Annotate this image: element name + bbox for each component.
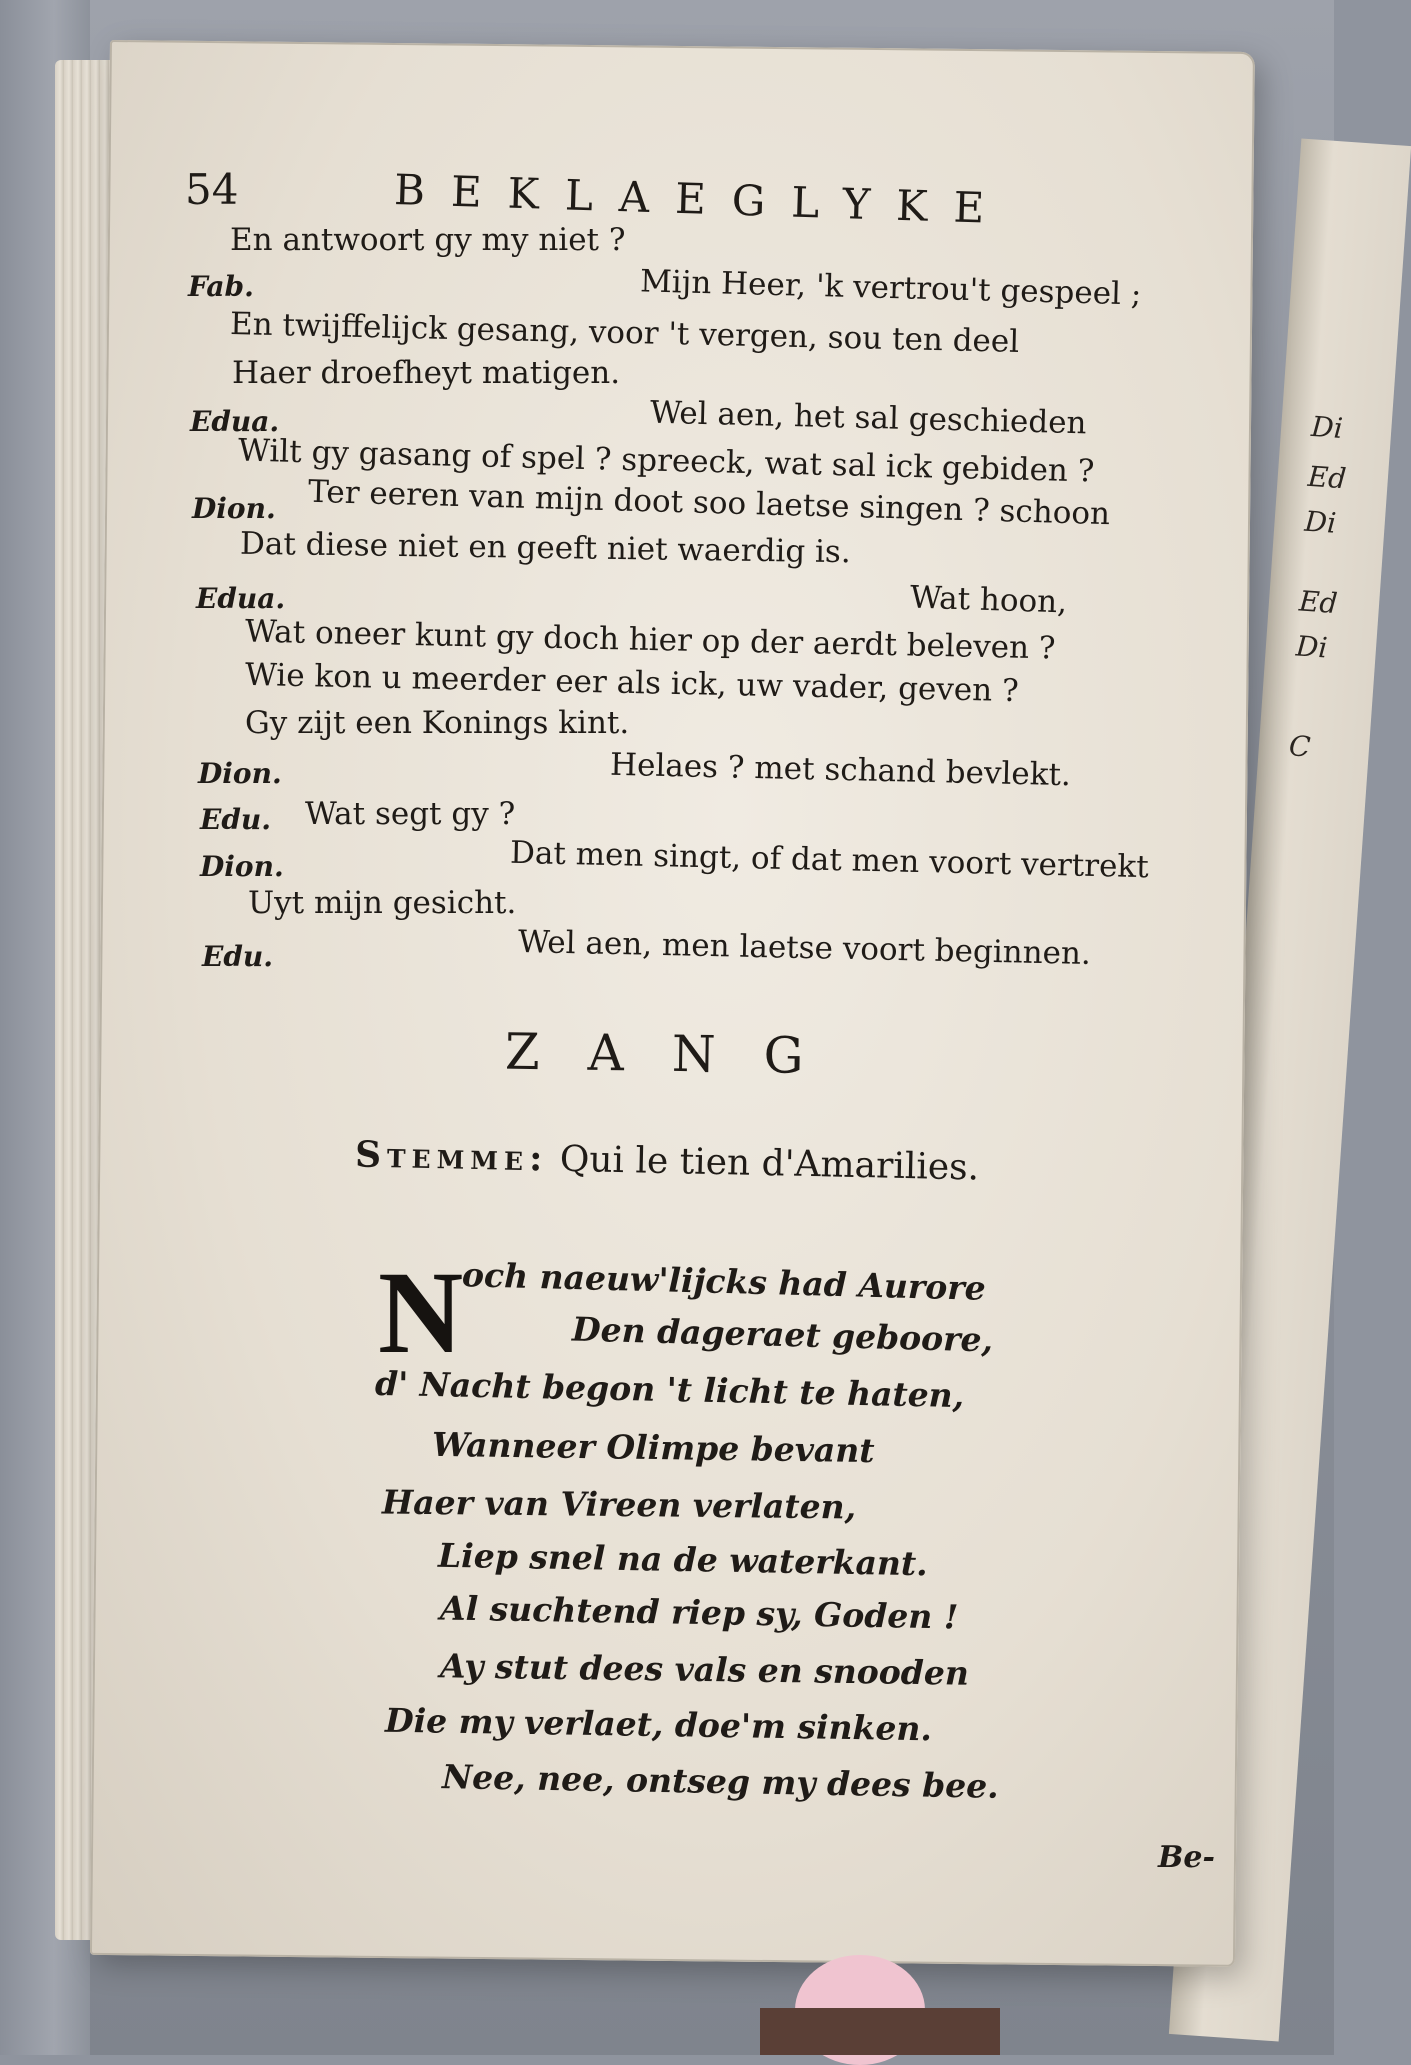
dialogue-line: Wilt gy gasang of spel ? spreeck, wat sal ick gebiden ?	[237, 432, 1095, 490]
facing-fragment: Di	[1294, 629, 1329, 665]
dialogue-line: Haer droefheyt matigen.	[232, 355, 621, 391]
speaker-label: Edua.	[196, 582, 286, 615]
speaker-label: Edua.	[190, 405, 280, 438]
page-number: 54	[185, 165, 239, 214]
running-title: BEKLAEGLYKE	[393, 165, 1012, 234]
dialogue-line: En twijffelijck gesang, voor 't vergen, sou ten deel	[229, 306, 1020, 360]
poem-line: Al suchtend riep sy, Goden !	[439, 1588, 959, 1637]
dialogue-line: Wat hoon,	[909, 579, 1068, 621]
dialogue-line: Gy zijt een Konings kint.	[245, 705, 630, 741]
speaker-label: Dion.	[198, 757, 282, 790]
song-heading: ZANG	[504, 1022, 852, 1086]
poem-line: Den dageraet geboore,	[571, 1309, 994, 1360]
facing-fragment: C	[1287, 729, 1312, 764]
poem-line: d' Nacht begon 't licht te haten,	[374, 1363, 965, 1416]
poem-line: Liep snel na de waterkant.	[437, 1535, 929, 1584]
speaker-label: Dion.	[192, 492, 276, 525]
speaker-label: Fab.	[188, 270, 254, 303]
dialogue-line: Dat diese niet en geeft niet waerdig is.	[239, 525, 851, 571]
speaker-label: Edu.	[200, 803, 272, 836]
poem-line: Wanneer Olimpe bevant	[431, 1424, 875, 1471]
poem-line: Haer van Vireen verlaten,	[381, 1482, 857, 1527]
dialogue-line: Helaes ? met schand bevlekt.	[609, 746, 1072, 794]
drop-cap: N	[378, 1247, 464, 1378]
facing-fragment: Di	[1310, 409, 1344, 446]
facing-fragment: Di	[1303, 504, 1338, 540]
dialogue-line: Ter eeren van mijn doot soo laetse singen ? schoon	[307, 473, 1111, 533]
poem-line: och naeuw'lijcks had Aurore	[461, 1255, 987, 1308]
dialogue-line: Wel aen, het sal geschieden	[649, 394, 1087, 442]
tune-name: Qui le tien d'Amarilies.	[559, 1138, 980, 1189]
catchword: Be-	[1158, 1840, 1215, 1875]
poem-line: Die my verlaet, doe'm sinken.	[384, 1700, 933, 1749]
dialogue-line: Uyt mijn gesicht.	[248, 885, 517, 921]
speaker-label: Edu.	[202, 940, 274, 973]
tune-label: Stemme:	[354, 1133, 549, 1180]
poem-line: Ay stut dees vals en snooden	[439, 1646, 970, 1693]
facing-fragment: Ed	[1306, 459, 1348, 496]
facing-fragment: Ed	[1297, 584, 1339, 621]
poem-line: Nee, nee, ontseg my dees bee.	[441, 1757, 1000, 1806]
dialogue-line: Wel aen, men laetse voort beginnen.	[517, 924, 1092, 972]
dialogue-line: Wat oneer kunt gy doch hier op der aerdt beleven ?	[244, 613, 1056, 667]
speaker-label: Dion.	[200, 850, 284, 883]
dialogue-line: Mijn Heer, 'k vertrou't gespeel ;	[639, 263, 1142, 313]
thumb-base	[760, 2008, 1000, 2055]
dialogue-line: En antwoort gy my niet ?	[230, 222, 626, 258]
dialogue-line: Dat men singt, of dat men voort vertrekt	[509, 834, 1150, 886]
dialogue-line: Wie kon u meerder eer als ick, uw vader, geven ?	[244, 656, 1020, 710]
dialogue-line: Wat segt gy ?	[305, 796, 516, 832]
